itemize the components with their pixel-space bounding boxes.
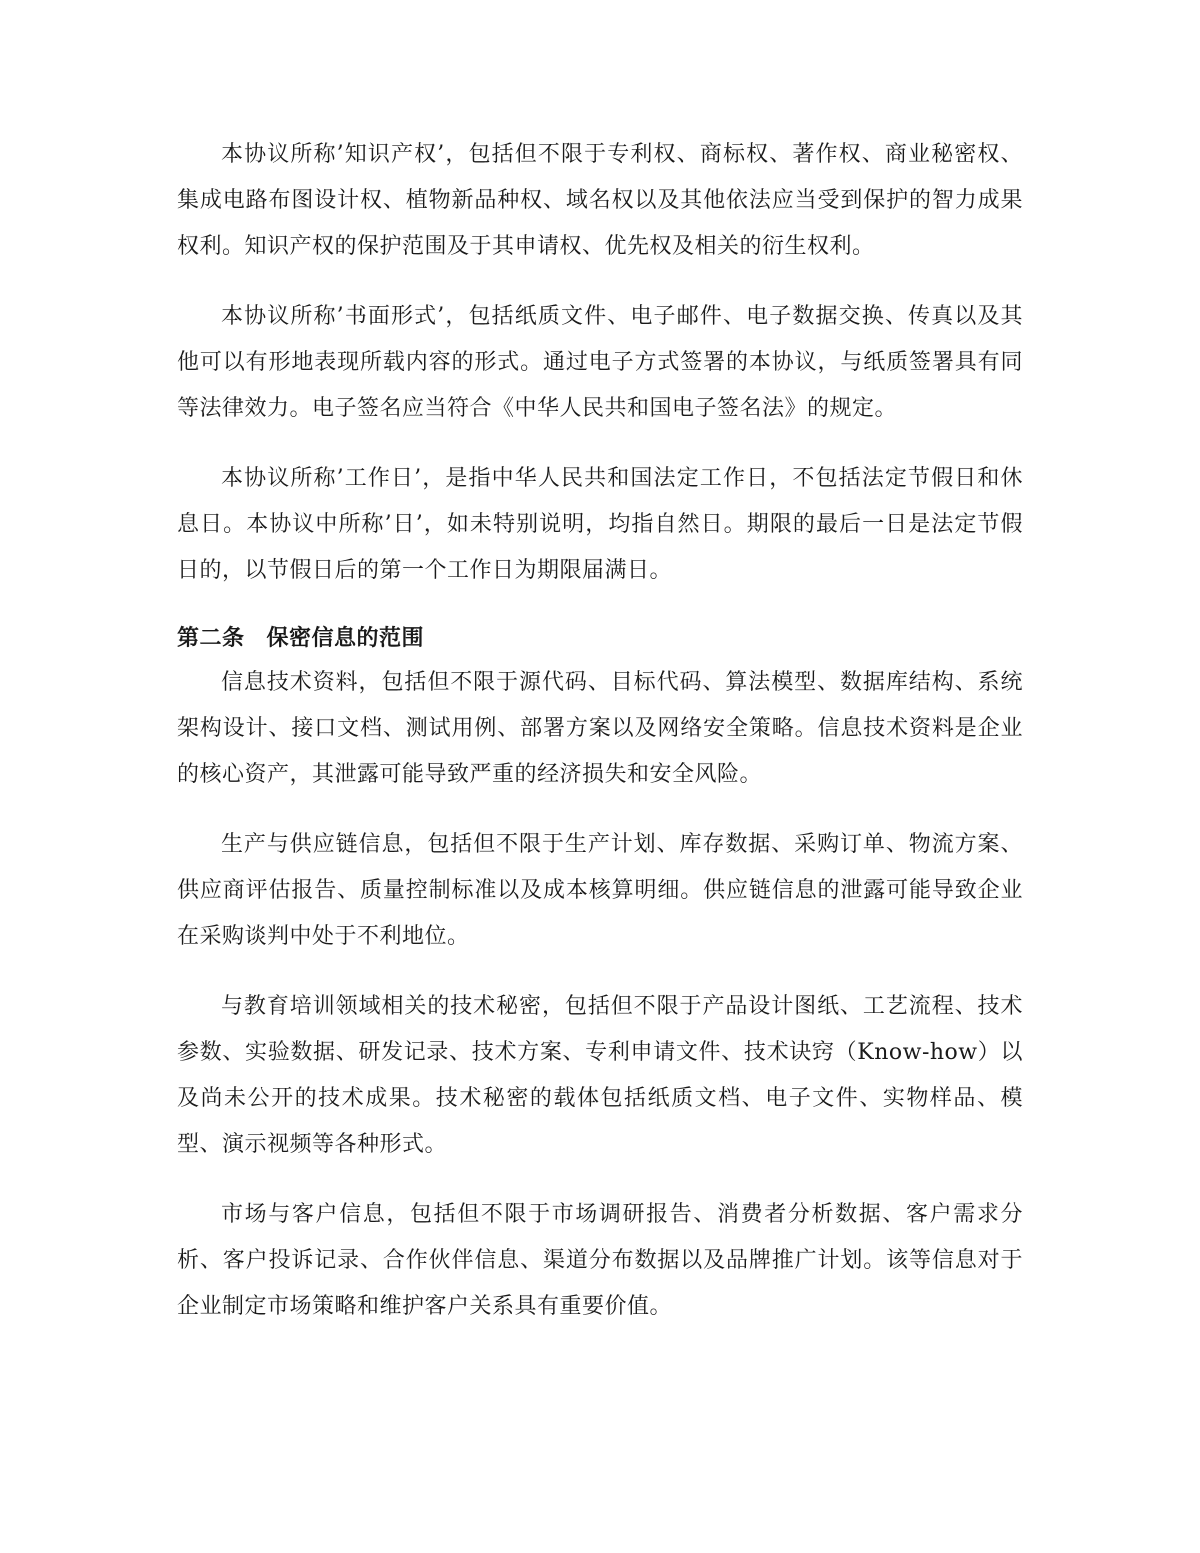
section-number: 第二条 bbox=[177, 626, 245, 651]
paragraph-supply-chain-info: 生产与供应链信息，包括但不限于生产计划、库存数据、采购订单、物流方案、供应商评估报告、质量控制标准以及成本核算明细。供应链信息的泄露可能导致企业在采购谈判中处于不利地位。 bbox=[177, 832, 1023, 949]
section-heading-article-2 bbox=[177, 618, 1023, 660]
paragraph-technical-secrets: 与教育培训领域相关的技术秘密，包括但不限于产品设计图纸、工艺流程、技术参数、实验数据、研发记录、技术方案、专利申请文件、技术诀窍（Know-how）以及尚未公开的技术成果。技术秘密的载体包括纸质文档、电子文件、实物样品、模型、演示视频等各种形式。 bbox=[177, 994, 1023, 1157]
document-body bbox=[177, 132, 1023, 1354]
paragraph-written-form-definition: 本协议所称’书面形式’，包括纸质文件、电子邮件、电子数据交换、传真以及其他可以有形地表现所载内容的形式。通过电子方式签署的本协议，与纸质签署具有同等法律效力。电子签名应当符合《中华人民共和国电子签名法》的规定。 bbox=[177, 304, 1023, 421]
paragraph-working-day-definition: 本协议所称’工作日’，是指中华人民共和国法定工作日，不包括法定节假日和休息日。本协议中所称’日’，如未特别说明，均指自然日。期限的最后一日是法定节假日的，以节假日后的第一个工作日为期限届满日。 bbox=[177, 466, 1023, 583]
section-title: 保密信息的范围 bbox=[266, 626, 425, 651]
paragraph-market-customer-info: 市场与客户信息，包括但不限于市场调研报告、消费者分析数据、客户需求分析、客户投诉记录、合作伙伴信息、渠道分布数据以及品牌推广计划。该等信息对于企业制定市场策略和维护客户关系具有重要价值。 bbox=[177, 1202, 1023, 1319]
paragraph-it-materials: 信息技术资料，包括但不限于源代码、目标代码、算法模型、数据库结构、系统架构设计、接口文档、测试用例、部署方案以及网络安全策略。信息技术资料是企业的核心资产，其泄露可能导致严重的经济损失和安全风险。 bbox=[177, 670, 1023, 787]
paragraph-intellectual-property-definition: 本协议所称’知识产权’，包括但不限于专利权、商标权、著作权、商业秘密权、集成电路布图设计权、植物新品种权、域名权以及其他依法应当受到保护的智力成果权利。知识产权的保护范围及于其申请权、优先权及相关的衍生权利。 bbox=[177, 142, 1023, 259]
